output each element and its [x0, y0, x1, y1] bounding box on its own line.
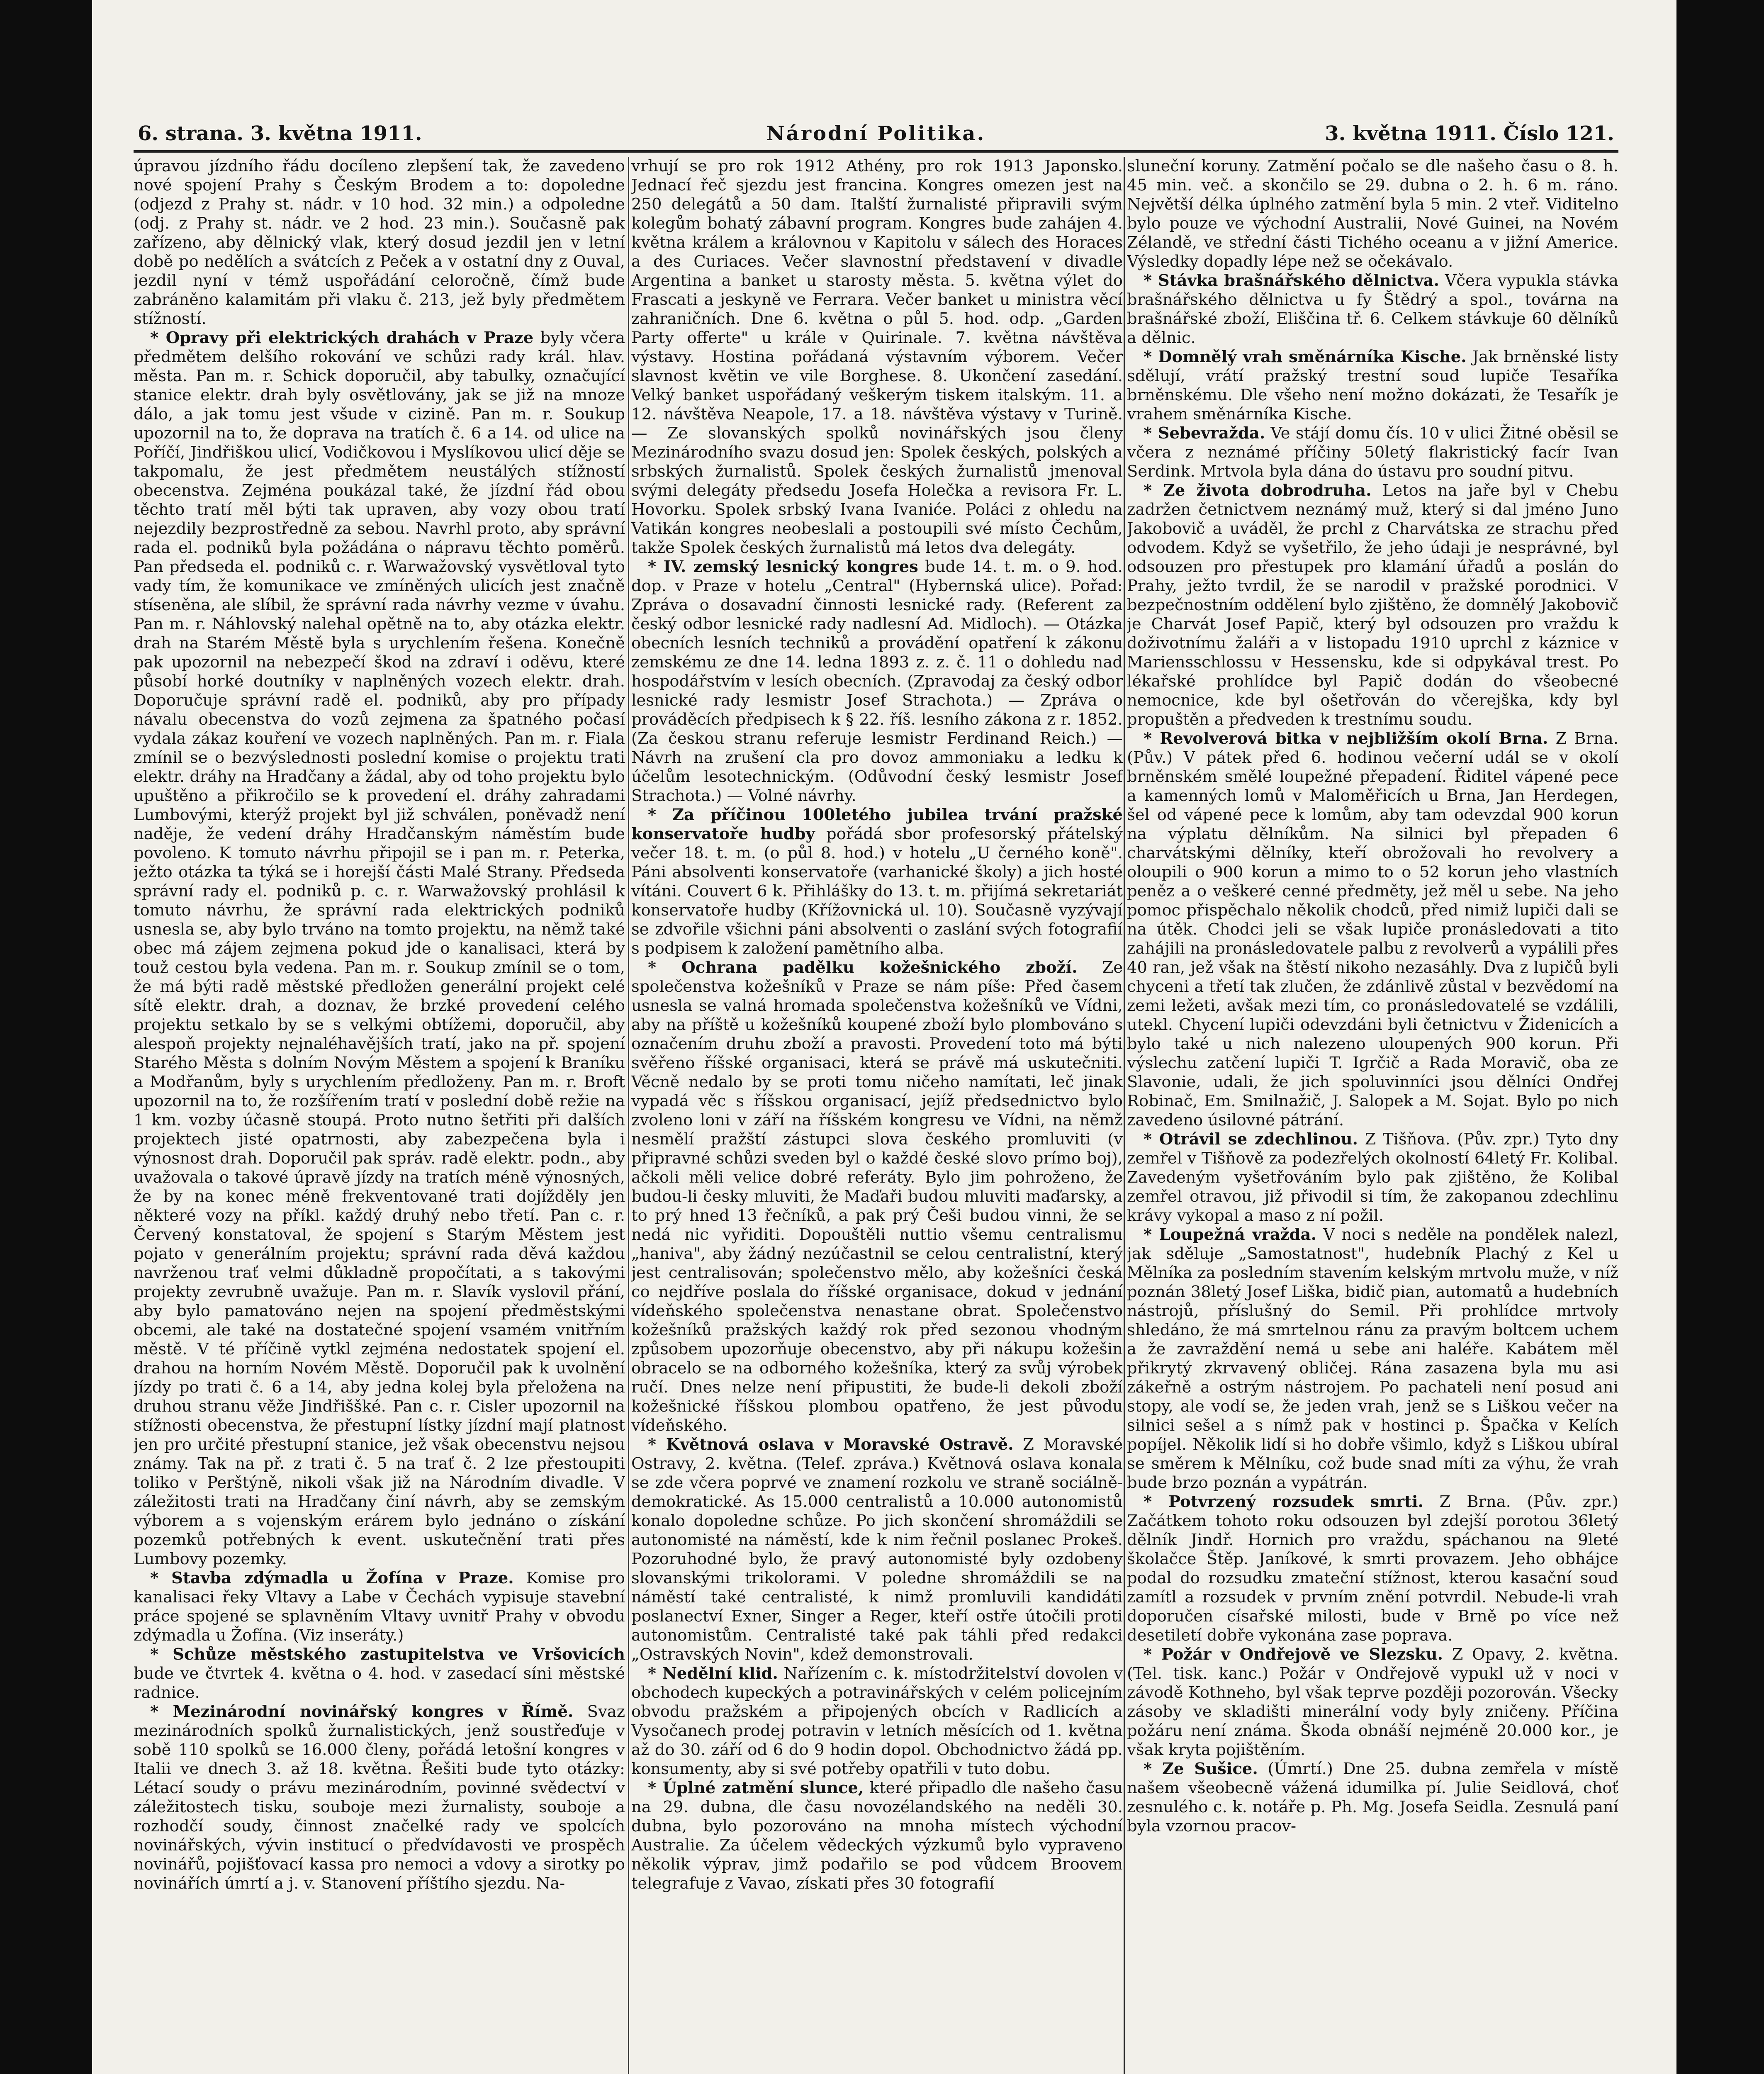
header-rule [134, 150, 1618, 153]
article-paragraph [1127, 481, 1618, 729]
column-3 [1127, 157, 1618, 2074]
article-text: Z Brna. (Pův. zpr.) Začátkem tohoto roku odsouzen byl zdejší porotou 36letý dělník Jindř. Hornich pro vraždu, spáchanou na 9leté školačce Štěp. Janíkové, k smrti provazem. Jeho obhájce podal do rozsudku zmateční stížnost, kterou kasační soud zamítl a rozsudek v prvním znění potvrdil. Nebude-li vrah doporučen císařské milosti, bude v Brně po více než desetiletí dobře vykonána zase poprava. [1127, 1492, 1618, 1645]
article-headline: * Ochrana padělku kožešnického zboží. [648, 958, 1078, 977]
article-text: Svaz mezinárodních spolků žurnalistických, jenž soustřeďuje v sobě 110 spolků se 16.000 členy, pořádá letošní kongres v Italii ve dnech 3. až 18. května. Řešiti bude tyto otázky: Létací soudy o právu mezinárodním, povinné svědectví v záležitostech tisku, souboje mezi žurnalisty, souboje a rozhodčí soudy, činnost značelké rady ve spolcích novinářských, vývin institucí o předvídavosti ve prospěch novinářů, pojišťovací kassa pro nemoci a vdovy a sirotky po novinářích úmrtí a j. v. Stanovení příštího sjezdu. Na- [134, 1702, 625, 1893]
article-paragraph [631, 1779, 1123, 1893]
article-text: vrhují se pro rok 1912 Athény, pro rok 1913 Japonsko. Jednací řeč sjezdu jest francina. Kongres omezen jest na 250 delegátů a 50 dam. Italští žurnalisté připravili svým kolegům bohatý zábavní program. Kongres bude zahájen 4. května králem a královnou v Kapitolu v sálech des Horaces a des Curiaces. Večer slavnostní představení v divadle Argentina a banket u starosty města. 5. května výlet do Frascati a jeskyně ve Ferrara. Večer banket u ministra věcí zahraničních. Dne 6. května o půl 5. hod. odp. „Garden Party offerte" u krále v Quirinale. 7. května návštěva výstavy. Hostina pořádaná výstavním výborem. Večer slavnost květin ve vile Borghese. 8. Ukončení zasedání. Velký banket uspořádaný veškerým tiskem italským. 11. a 12. návštěva Neapole, 17. a 18. návštěva výstavy v Turině. — Ze slovanských spolků novinářských jsou členy Mezinárodního svazu dosud jen: Spolek českých, polských a srbských žurnalistů. Spolek českých žurnalistů jmenoval svými delegáty předsedu Josefa Holečka a revisora Fr. L. Hovorku. Spolek srbský Ivana Ivaniće. Poláci z ohledu na Vatikán kongres neobeslali a postoupili své místo Čechům, takže Spolek českých žurnalistů má letos dva delegáty. [631, 157, 1123, 557]
article-paragraph [1127, 729, 1618, 1130]
page-header [138, 121, 1614, 146]
header-issue-number: 3. května 1911. Číslo 121. [1325, 122, 1614, 145]
article-paragraph [1127, 1492, 1618, 1645]
article-text: Nařízením c. k. místodržitelství dovolen v obchodech kupeckých a potravinářských v celém policejním obvodu pražském a připojených obcích v Radlicích a Vysočanech prodej potravin v letních měsících od 1. května až do 30. září od 6 do 9 hodin dopol. Obchodnictvo žádá pp. konsumenty, aby si své potřeby opatřili v tuto dobu. [631, 1664, 1123, 1778]
masthead-title: Národní Politika. [766, 122, 986, 145]
scan-border-left [0, 0, 92, 2074]
article-text: V noci s neděle na pondělek nalezl, jak sděluje „Samostatnost", hudebník Plachý z Kel u Mělníka za posledním stavením kelským mrtvolu muže, v níž poznán 38letý Josef Liška, bidič pian, automatů a hudebních nástrojů, příslušný do Semil. Při prohlídce mrtvoly shledáno, že má smrtelnou ránu za pravým boltcem uchem a že zavraždění nemá u sebe ani haléře. Kabátem měl přikrytý zkrvavený obličej. Rána zasazena byla mu asi zákeřně a ostrým nástrojem. Po pachateli není posud ani stopy, ale vodí se, že jeden vrah, jenž se s Liškou večer na silnici sešel a s nímž pak v hostinci p. Špačka v Kelích popíjel. Několik lidí si ho dobře všimlo, když s Liškou ubíral se směrem k Mělníku, což bude snad míti za výhu, že vrah bude brzo poznán a vypátrán. [1127, 1225, 1618, 1492]
article-text: Z Opavy, 2. května. (Tel. tisk. kanc.) Požár v Ondřejově vypukl už v noci v závodě Kothneho, byl však teprve později pozorován. Všecky zásoby ve skladišti minerální vody byly zničeny. Příčina požáru není známa. Škoda obnáší nejméně 20.000 kor., je však kryta pojištěním. [1127, 1645, 1618, 1759]
article-paragraph [631, 1435, 1123, 1664]
column-divider [1124, 157, 1125, 2074]
article-paragraph [1127, 1760, 1618, 1836]
article-paragraph [1127, 157, 1618, 271]
article-text: Ze společenstva kožešníků v Praze se nám píše: Před časem usnesla se valná hromada společenstva kožešníků ve Vídni, aby na příště u kožešníků koupené zboží bylo plombováno s označením druhu zboží a pravosti. Provedení toto má býti svěřeno říšské organisaci, která se právě má uskutečniti. Věcně nedalo by se proti tomu ničeho namítati, leč jinak vypadá věc s říšskou organisací, jejíž předsednictvo bylo zvoleno loni v září na říšském kongresu ve Vídni, na němž nesmělí pražští zástupci slova českého promluviti (v připravné schůzi sveden byl o každé české slovo prímo boj), ačkoli měli velice dobré referáty. Bylo jim pohroženo, že budou-li česky mluviti, že Maďaři budou mluviti maďarsky, a to prý hned 13 řečníků, a pak prý Češi budou vinni, že se nedá nic vyřiditi. Dopouštěli nuttio všemu centralismu „haniva", aby žádný nezúčastnil se celou centralistní, který jest centralisován; společenstvo mělo, aby kožešníci česká co nejdříve poslala do říšské organisace, dokud v jednání vídeňského společenstva nenastane obrat. Společenstvo kožešníků pražských každý rok před sezonou vhodným způsobem upozorňuje obecenstvo, aby při nákupu kožešin obracelo se na odborného kožešníka, který za svůj výrobek ručí. Dnes nelze není připustiti, že bude-li dekoli zboží kožešnické říšskou plombou opatřeno, že jest původu vídeňského. [631, 958, 1123, 1435]
article-headline: * Za příčinou 100letého jubilea trvání pražské konservatoře hudby [631, 806, 1123, 843]
article-headline: * Ze Sušice. [1144, 1760, 1258, 1778]
article-text: Z Brna. (Pův.) V pátek před 6. hodinou večerní udál se v okolí brněnském smělé loupežné přepadení. Řiditel vápené pece a kamenných lomů v Maloměřicích u Brna, Jan Herdegen, šel od vápené pece k lomům, aby tam odevzdal 900 korun na výplatu dělníkům. Na silnici byl přepaden 6 charvátskými dělníky, kteří obrožovali ho revolvery a oloupili o 900 korun a mimo to o 52 korun jeho vlastních peněz a o veškeré cenné předměty, jež měl u sebe. Na jeho pomoc přispěchalo několik chodců, před nimiž lupiči dali se na útěk. Chodci jeli se však lupiče pronásledovati a tito zahájili na pronásledovatele palbu z revolverů a vypálili přes 40 ran, jež však na štěstí nikoho nezasáhly. Dva z lupičů byli chyceni a třetí tak zlučen, že zdánlivě zůstal v bezvědomí na zemi ležeti, avšak mezi tím, co pronásledovatelé se vzdálili, utekl. Chycení lupiči odevzdáni byli četnictvu v Židenicích a bylo také u nich nalezeno uloupených 900 korun. Při výslechu zatčení lupiči T. Igrčič a Rada Moravič, oba ze Slavonie, udali, že jich spoluvinníci jsou dělníci Ondřej Robinač, Em. Smilnažič, J. Salopek a M. Sojat. Bylo po nich zavedeno úsilovné pátrání. [1127, 729, 1618, 1130]
newspaper-page [92, 0, 1676, 2074]
article-paragraph [134, 1645, 625, 1702]
article-text: pořádá sbor profesorský přátelský večer 18. t. m. (o půl 8. hod.) v hotelu „U černého koně". Páni absolventi konservatoře (varhanické školy) a jich hosté vítáni. Couvert 6 k. Přihlášky do 13. t. m. přijímá sekretariát konservatoře hudby (Křížovnická ul. 10). Současně vyzývají se zdvořile všichni páni absolventi o zaslání svých fotografií s podpisem k založení pamětního alba. [631, 825, 1123, 958]
article-paragraph [1127, 271, 1618, 348]
article-paragraph [1127, 348, 1618, 424]
article-text: které připadlo dle našeho času na 29. dubna, dle času novozélandského na neděli 30. dubna, bylo pozorováno na mnoha místech východní Australie. Za účelem vědeckých výzkumů bylo vypraveno několik výprav, jimž podařilo se pod vůdcem Broovem telegrafuje z Vavao, získati přes 30 fotografií [631, 1779, 1123, 1893]
article-paragraph [631, 958, 1123, 1435]
column-1 [134, 157, 625, 2074]
column-divider [628, 157, 629, 2074]
article-text: Letos na jaře byl v Chebu zadržen četnictvem neznámý muž, který si dal jméno Juno Jakobovič a uváděl, že prchl z Charvátska ze strachu před odvodem. Když se vyšetřilo, že jeho údaji je nesprávné, byl odsouzen pro přestupek pro klamání úřadů a poslán do Prahy, ježto tvrdil, že se narodil v pražské porodnici. V bezpečnostním oddělení bylo zjištěno, že domnělý Jakobovič je Charvát Josef Papič, který byl odsouzen pro vraždu k doživotnímu žaláři a v listopadu 1910 uprchl z káznice v Mariensschlossu v Hessensku, kde si odpykával trest. Po lékařské prohlídce byl Papič dodán do všeobecné nemocnice, kde byl ošetřován do včerejška, kdy byl propuštěn a předveden k trestnímu soudu. [1127, 481, 1618, 729]
article-text: úpravou jízdního řádu docíleno zlepšení tak, že zavedeno nové spojení Prahy s Českým Brodem a to: dopoledne (odjezd z Prahy st. nádr. v 10 hod. 32 min.) a odpoledne (odj. z Prahy st. nádr. ve 2 hod. 23 min.). Současně pak zařízeno, aby dělnický vlak, který dosud jezdil jen v letní době po nedělích a svátcích z Peček a v ostatní dny z Ouval, jezdil nyní v témž uspořádání celoročně, čímž bude zabráněno kalamitám při vlaku č. 213, jež byly předmětem stížností. [134, 157, 625, 328]
article-headline: * Úplné zatmění slunce, [648, 1779, 864, 1797]
article-headline: * Potvrzený rozsudek smrti. [1144, 1492, 1423, 1511]
article-text: Z Moravské Ostravy, 2. května. (Telef. zpráva.) Květnová oslava konala se zde včera poprvé ve znamení rozkolu ve straně sociálně-demokratické. As 15.000 centralistů a 10.000 autonomistů konalo dopoledne schůze. Po jich skončení shromáždili se autonomisté na náměstí, kde k nim řečnil poslanec Prokeš. Pozoruhodné bylo, že pravý autonomisté byly ozdobeny slovanskými trikolorami. V poledne shromáždili se na náměstí také centralisté, k nimž promluvili kandidáti poslanectví Exner, Singer a Reger, kteří ostře útočili proti autonomistům. Centralisté také pak táhli před redakci „Ostravských Novin", kdež demonstrovali. [631, 1435, 1123, 1664]
article-headline: * Opravy při elektrických drahách v Praze [150, 329, 534, 347]
article-paragraph [134, 157, 625, 329]
article-text: sluneční koruny. Zatmění počalo se dle našeho času o 8. h. 45 min. več. a skončilo se 29. dubna o 2. h. 6 m. ráno. Největší délka úplného zatmění byla 5 min. 2 vteř. Viditelno bylo pouze ve východní Australii, Nové Guinei, na Novém Zélandě, ve střední části Tichého oceanu a v jižní Americe. Výsledky dopadly lépe než se očekávalo. [1127, 157, 1618, 271]
article-headline: * Květnová oslava v Moravské Ostravě. [648, 1435, 1014, 1454]
article-paragraph [134, 329, 625, 1569]
article-paragraph [631, 557, 1123, 806]
article-headline: * Revolverová bitka v nejbližším okolí Brna. [1144, 729, 1548, 748]
article-text: byly včera předmětem delšího rokování ve schůzi rady král. hlav. města. Pan m. r. Schick doporučil, aby tabulky, označující stanice elektr. drah byly osvětlovány, jak se již na mnoze dálo, a jak tomu jest všude v cizině. Pan m. r. Soukup upozornil na to, že doprava na tratích č. 6 a 14. od ulice na Poříčí, Jindřiškou ulicí, Vodičkovou i Myslíkovou ulicí děje se takpomalu, že jest předmětem neustálých stížností obecenstva. Zejména poukázal také, že jízdní řád obou těchto tratí měl býti tak upraven, aby vozy obou tratí nejezdily bezprostředně za sebou. Navrhl proto, aby správní rada el. podniků byla požádána o nápravu těchto poměrů. Pan předseda el. podniků c. r. Warwažovský vysvětloval tyto vady tím, že komunikace ve zmíněných ulicích jest značně stíseněna, ale slíbil, že správní rada návrhy vezme v úvahu. Pan m. r. Náhlovský nalehal opětně na to, aby otázka elektr. drah na Starém Městě byla s urychlením řešena. Konečně pak upozornil na nebezpečí škod na zdraví i oděvu, které působí horké doutníky v naplněných vozech elektr. drah. Doporučuje správní radě el. podniků, aby pro případy návalu obecenstva do vozů zejmena za špatného počasí vydala zákaz kouření ve vozech naplněných. Pan m. r. Fiala zmínil se o bezvýslednosti poslední komise o projektu trati elektr. dráhy na Hradčany a žádal, aby od toho projektu bylo upuštěno a přikročilo se k provedení el. dráhy zahradami Lumbovými, kterýž projekt byl již schválen, poněvadž není naděje, že vedení dráhy Hradčanským náměstím bude povoleno. K tomuto návrhu připojil se i pan m. r. Peterka, ježto otázka ta týká se i horejší části Malé Strany. Předseda správní rady el. podniků p. c. r. Warwažovský prohlásil k tomuto návrhu, že správní rada elektrických podniků usnesla se, aby bylo trváno na tomto projektu, na němž také obec má zájem zejmena pokud jde o kanalisaci, která by touž cestou byla vedena. Pan m. r. Soukup zmínil se o tom, že má býti radě městské předložen generální projekt celé sítě elektr. drah, a doznav, že brzké provedení celého projektu setkalo by se s velkými obtížemi, doporučil, aby alespoň projekty nejnaléhavějších tratí, jako na př. spojení Starého Města s dolním Novým Městem a spojení k Braníku a Modřanům, byly s urychlením předloženy. Pan m. r. Broft upozornil na to, že rozšířením tratí v poslední době režie na 1 km. vozby účasně stoupá. Proto nutno šetřiti při dalších projektech jisté opatrnosti, aby zabezpečena byla i výnosnost drah. Doporučil pak správ. radě elektr. podn., aby uvažovala o takové úpravě jízdy na tratích méně výnosných, že by na konec méně frekventované trati dojížděly jen některé vozy na příkl. každý druhý nebo třetí. Pan c. r. Červený konstatoval, že spojení s Starým Městem jest pojato v generálním projektu; správní rada děvá každou navrženou trať velmi důkladně propočítati, a s takovými projekty zevrubně uvažuje. Pan m. r. Slavík vyslovil přání, aby bylo pamatováno nejen na spojení předměstskými obcemi, ale také na dostatečné spojení vsamém vnitřním městě. V té příčině vytkl zejména nedostatek spojení el. drahou na horním Novém Městě. Doporučil pak k uvolnění jízdy po trati č. 6 a 14, aby jedna kolej byla přeložena na druhou stranu věže Jindřiššké. Pan c. r. Cisler upozornil na stížnosti obecenstva, že přestupní lístky jízdní mají platnost jen pro určité přestupní stanice, jež však obecenstvu nejsou známy. Tak na př. z trati č. 5 na trať č. 2 lze přestoupiti toliko v Perštýně, nikoli však již na Národním divadle. V záležitosti trati na Hradčany činí návrh, aby se zemským výborem a s vojenským erárem bylo jednáno o získání pozemků potřebných k event. uskutečnění trati přes Lumbovy pozemky. [134, 329, 625, 1568]
column-2 [631, 157, 1123, 2074]
article-headline: * Schůze městského zastupitelstva ve Vršovicích [150, 1645, 625, 1664]
article-headline: * Požár v Ondřejově ve Slezsku. [1144, 1645, 1443, 1664]
article-text: (Úmrtí.) Dne 25. dubna zemřela v místě našem všeobecně vážená idumilka pí. Julie Seidlová, choť zesnulého c. k. notáře p. Ph. Mg. Josefa Seidla. Zesnulá paní byla vzornou pracov- [1127, 1760, 1618, 1835]
article-headline: * Mezinárodní novinářský kongres v Římě. [150, 1702, 574, 1721]
header-page-date: 6. strana. 3. května 1911. [138, 122, 422, 145]
scan-border-right [1676, 0, 1764, 2074]
article-paragraph [134, 1569, 625, 1645]
article-headline: * Domnělý vrah směnárníka Kische. [1144, 348, 1467, 366]
article-headline: * Stávka brašnářského dělnictva. [1144, 271, 1440, 290]
article-paragraph [631, 1664, 1123, 1779]
article-headline: * Stavba zdýmadla u Žofína v Praze. [150, 1569, 514, 1587]
article-text: Z Tišňova. (Pův. zpr.) Tyto dny zemřel v Tišňově za podezřelých okolností 64letý Fr. Kolibal. Zavedeným vyšetřováním bylo pak zjištěno, že Kolibal zemřel otravou, již přivodil si tím, že zakopanou zdechlinu krávy vykopal a maso z ní požil. [1127, 1130, 1618, 1225]
article-text: bude 14. t. m. o 9. hod. dop. v Praze v hotelu „Central" (Hybernská ulice). Pořad: Zpráva o dosavadní činnosti lesnické rady. (Referent za český odbor lesnické rady nadlesní Ad. Midloch). — Otázka obecních lesních techniků a provádění opatření k zákonu zemskému ze dne 14. ledna 1893 z. z. č. 11 o dohledu nad hospodářstvím v lesích obecních. (Zpravodaj za český odbor lesnické rady lesmistr Josef Strachota.) — Zpráva o prováděcích předpisech k § 22. říš. lesního zákona z r. 1852. (Za českou stranu referuje lesmistr Ferdinand Reich.) — Návrh na zrušení cla pro dovoz ammoniaku a ledku k účelům lesotechnickým. (Odůvodní český lesmistr Josef Strachota.) — Volné návrhy. [631, 557, 1123, 805]
article-text: Komise pro kanalisaci řeky Vltavy a Labe v Čechách vypisuje stavební práce spojené se splavněním Vltavy uvnitř Prahy v obvodu zdýmadla u Žofína. (Viz inseráty.) [134, 1569, 625, 1645]
article-paragraph [631, 806, 1123, 958]
article-paragraph [1127, 1645, 1618, 1760]
article-paragraph [1127, 1225, 1618, 1492]
article-headline: * Ze života dobrodruha. [1144, 481, 1372, 500]
article-text: Jak brněnské listy sdělují, vrátí pražský trestní soud lupiče Tesaříka brněnskému. Dle všeho není možno dokázati, že Tesařík je vrahem směnárníka Kische. [1127, 348, 1618, 424]
article-paragraph [134, 1702, 625, 1893]
article-headline: * Sebevražda. [1144, 424, 1265, 443]
article-headline: * Loupežná vražda. [1144, 1225, 1316, 1244]
article-headline: * Otrávil se zdechlinou. [1144, 1130, 1358, 1149]
article-paragraph [1127, 424, 1618, 481]
article-text: Ve stájí domu čís. 10 v ulici Žitné oběsil se včera z neznámé příčiny 50letý flakristický facír Ivan Serdink. Mrtvola byla dána do ústavu pro soudní pitvu. [1127, 424, 1618, 481]
article-headline: * Nedělní klid. [648, 1664, 778, 1683]
article-headline: * IV. zemský lesnický kongres [648, 557, 918, 576]
article-text: bude ve čtvrtek 4. května o 4. hod. v zasedací síni městské radnice. [134, 1664, 625, 1702]
article-paragraph [631, 157, 1123, 557]
article-text: Včera vypukla stávka brašnářského dělnictva u fy Štědrý a spol., továrna na brašnářské zboží, Eliščina tř. 6. Celkem stávkuje 60 dělníků a dělnic. [1127, 271, 1618, 347]
article-paragraph [1127, 1130, 1618, 1225]
